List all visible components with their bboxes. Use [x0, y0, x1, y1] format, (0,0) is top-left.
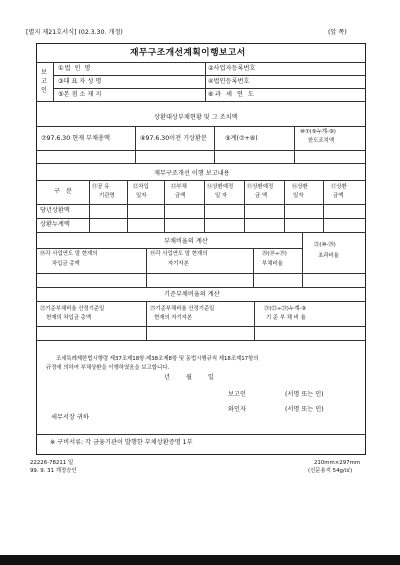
reporter-label-1: 보 — [41, 69, 47, 76]
equity-label-1: ⑲각 사업연도 말 현재의 — [150, 251, 208, 257]
loan-total-label-2: 차입금 총액 — [52, 261, 80, 267]
footer-paper-weight: (신문용지 54g/㎡) — [308, 468, 353, 474]
prior-repaid-label: ⑧97.6.30이전 기상환분 — [140, 135, 207, 142]
std-loan-label-2: 현재의 차입금 총액 — [46, 315, 92, 321]
col-category: 구 분 — [54, 188, 74, 195]
reporter-sign-note: (서명 또는 인) — [285, 391, 324, 398]
col-debt-amount-1: ⑬부채 — [171, 184, 187, 190]
col-planned-amount-2: 금 액 — [255, 193, 268, 199]
corp-name-label: ①법 인 명 — [58, 65, 92, 72]
col-borrow-date-1: ⑫차입 — [133, 184, 149, 190]
loan-total-label-1: ⑱각 사업연도 말 현재의 — [40, 251, 98, 257]
limit-label-1: ⑩⑦(⑨누계-⑨) — [300, 129, 336, 135]
excess-label-1: ㉑(⑩-⑳) — [314, 242, 336, 248]
declaration-line-1: 조세특례제한법시행령 제37조제18항·제38조제8항 및 동법시행규칙 제18조제17항의 — [56, 356, 259, 362]
col-borrow-date-2: 일자 — [136, 193, 147, 199]
footer-paper-size: 210mm×297mm — [314, 460, 361, 466]
col-repay-amount-1: ⑰상환 — [331, 184, 347, 190]
col-debt-amount-2: 금액 — [175, 193, 186, 199]
bottom-scan-edge — [0, 555, 400, 565]
col-planned-date-1: ⑭상환예정 — [207, 184, 234, 190]
reporter-label-2: 고 — [41, 78, 47, 85]
ceo-name-label: ③대 표 자 성 명 — [58, 78, 102, 85]
agent-sign-label: 와인자 — [228, 406, 246, 413]
col-planned-date-2: 일 자 — [215, 193, 228, 199]
col-planned-amount-1: ⑮상환예정 — [247, 184, 274, 190]
agent-sign-note: (서명 또는 인) — [285, 406, 324, 413]
row-cumulative: 상환누계액 — [40, 221, 70, 228]
tax-year-label: ⑥과 세 연 도 — [208, 91, 256, 98]
footer-approval: 99. 9. 31 개정승인 — [30, 468, 77, 474]
limit-label-2: 한도조치액 — [308, 138, 335, 144]
row-current-year: 당년상환액 — [40, 207, 70, 214]
head-office-label: ⑤본 점 소 재 지 — [58, 91, 102, 98]
col-repay-date-2: 일자 — [293, 193, 304, 199]
declaration-line-2: 규정에 의하여 부채상환을 이행하였음을 보고합니다. — [46, 365, 170, 371]
std-equity-label-2: 현재의 자기자본 — [154, 315, 193, 321]
std-equity-label-1: ㉓기준부채비율 산정기준일 — [150, 306, 215, 312]
form-number: [별지 제21호서식] (02.3.30. 개정) — [26, 29, 123, 36]
attachments-note: ※ 구비서류: 각 금융기관이 발행한 부채상환증명 1부 — [50, 439, 193, 446]
excess-label-2: 초과비율 — [318, 253, 339, 259]
debt-ratio-title: 부채비율의 계산 — [164, 238, 208, 245]
target-debt-title: 상환대상부채현황 및 그 조치액 — [154, 114, 238, 121]
form-title: 재무구조개선계획이행보고서 — [130, 48, 246, 58]
page-side-label: (앞 쪽) — [328, 29, 347, 36]
reporter-sign-label: 보고인 — [228, 391, 246, 398]
col-institution-2: 기관명 — [99, 193, 115, 199]
ratio-label-1: ⑳(⑱÷⑲) — [262, 251, 287, 257]
standard-ratio-title: 기준부채비율의 계산 — [164, 291, 220, 298]
reporter-label-3: 인 — [41, 87, 47, 94]
sum-label: ⑨계(⑦+⑧) — [225, 135, 258, 142]
corp-reg-no-label: ④법인등록번호 — [208, 78, 250, 85]
col-repay-amount-2: 금액 — [333, 193, 344, 199]
std-ratio-label-2: 기 준 부 채 비 율 — [266, 315, 306, 321]
equity-label-2: 자기자본 — [168, 261, 189, 267]
business-reg-no-label: ②사업자등록번호 — [208, 65, 256, 72]
ratio-label-2: 부채비율 — [262, 261, 283, 267]
footer-code: 22226-78211 일 — [30, 460, 74, 466]
total-debt-label: ⑦97.6.30 현재 부채총액 — [41, 135, 110, 142]
col-institution-1: ⑪공 유 — [92, 184, 110, 190]
recipient-label: 세무서장 귀하 — [51, 414, 89, 421]
date-line: 년 월 일 — [164, 374, 214, 381]
col-repay-date-1: ⑯상환 — [292, 184, 308, 190]
improvement-title: 재무구조개선 이행 보고내용 — [154, 170, 230, 177]
std-ratio-label-1: ㉔(㉒÷㉓)누계-⑨ — [264, 306, 307, 312]
std-loan-label-1: ㉒기준부채비율 산정기준일 — [40, 306, 105, 312]
